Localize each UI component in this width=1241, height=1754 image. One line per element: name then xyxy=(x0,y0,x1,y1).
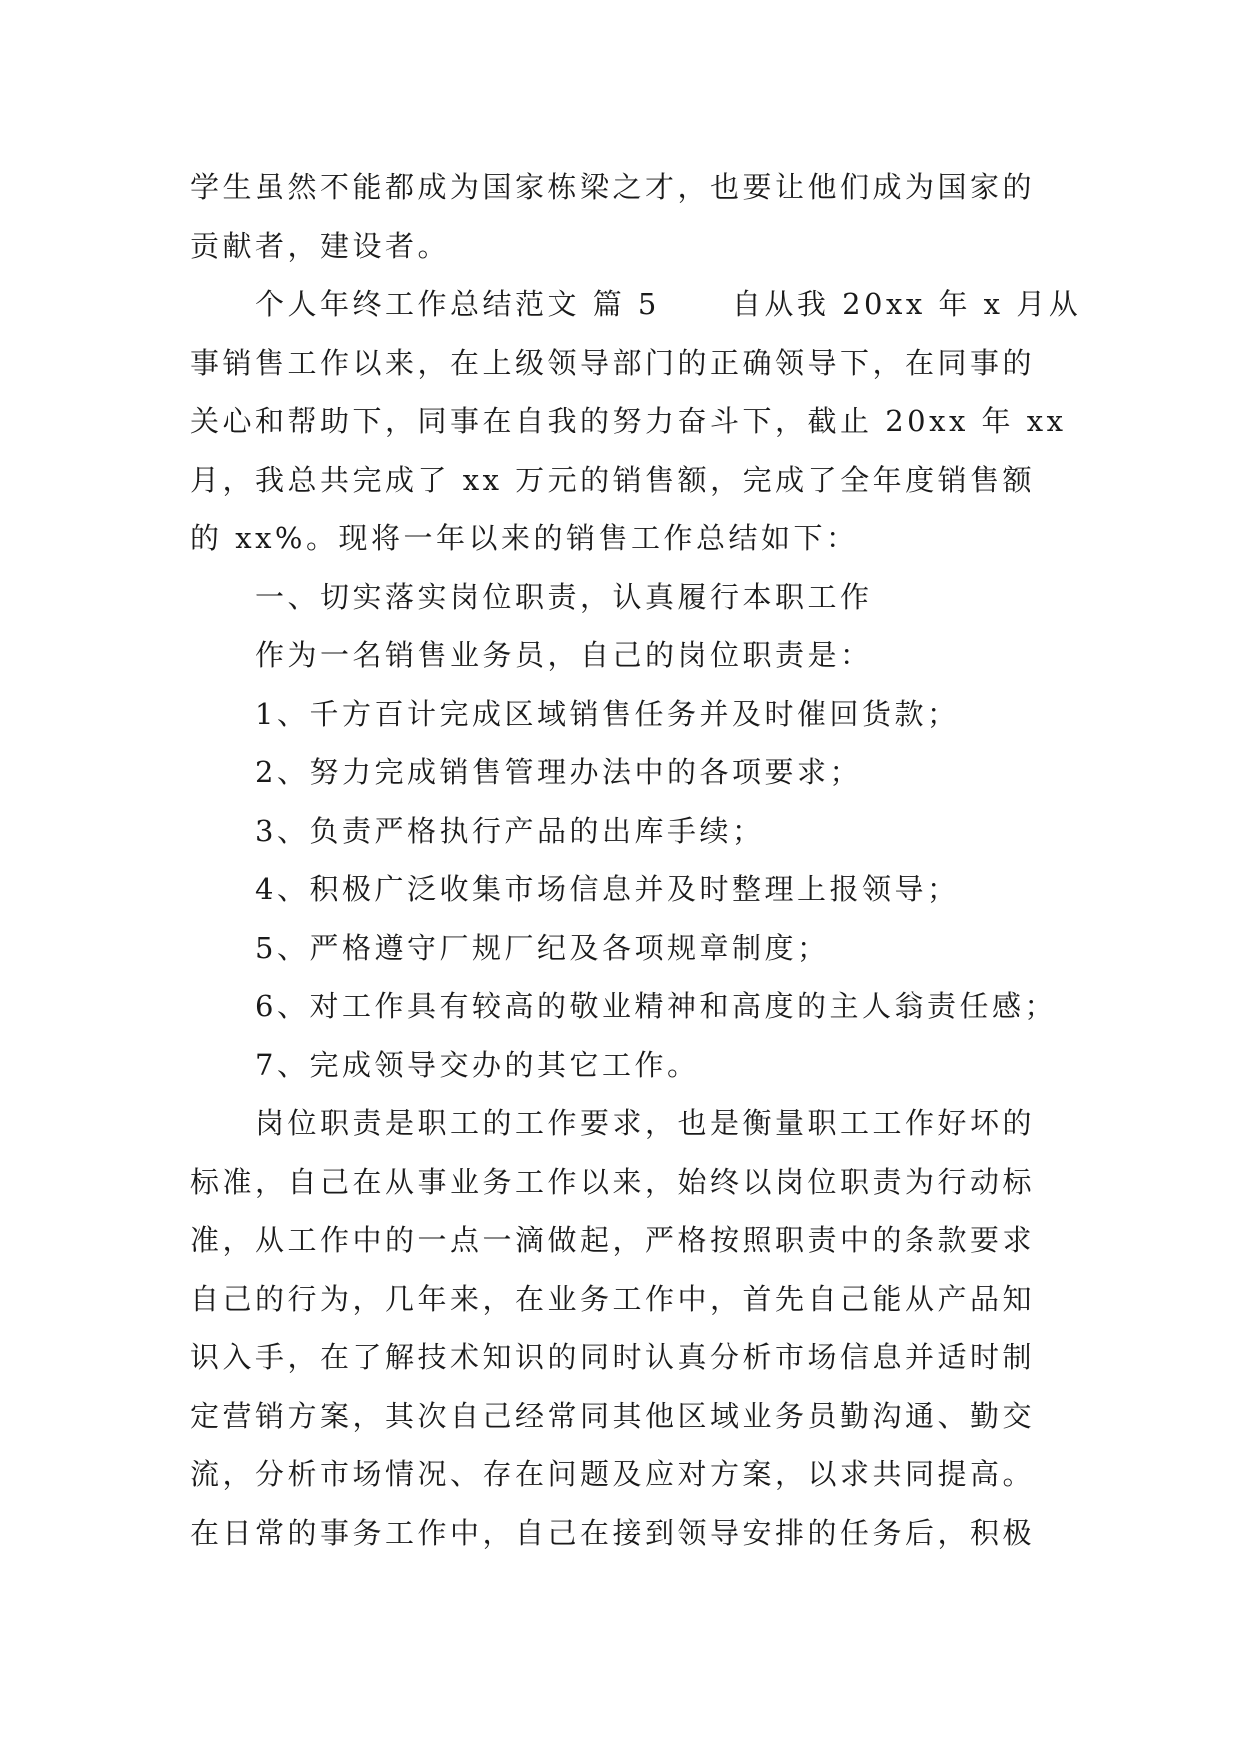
text-line: 在日常的事务工作中，自己在接到领导安排的任务后，积极 xyxy=(190,1515,1036,1550)
text-line: 标准，自己在从事业务工作以来，始终以岗位职责为行动标 xyxy=(190,1164,1036,1199)
list-item: 7、完成领导交办的其它工作。 xyxy=(255,1047,700,1082)
text-line: 定营销方案，其次自己经常同其他区域业务员勤沟通、勤交 xyxy=(190,1398,1036,1433)
document-body xyxy=(190,158,1082,1562)
text-line: 岗位职责是职工的工作要求，也是衡量职工工作好坏的 xyxy=(255,1106,1036,1140)
section-heading-line xyxy=(190,275,1082,334)
text-line: 准，从工作中的一点一滴做起，严格按照职责中的条款要求 xyxy=(190,1223,1036,1257)
subheading-line: 一、切实落实岗位职责，认真履行本职工作 xyxy=(255,579,873,614)
text-line: 学生虽然不能都成为国家栋梁之才，也要让他们成为国家的 xyxy=(190,170,1036,204)
text-line: 作为一名销售业务员，自己的岗位职责是： xyxy=(255,638,873,672)
text-line: 流，分析市场情况、存在问题及应对方案，以求共同提高。 xyxy=(190,1457,1036,1491)
list-item: 2、努力完成销售管理办法中的各项要求； xyxy=(255,755,862,789)
section-title: 个人年终工作总结范文 篇 5 xyxy=(255,287,660,321)
text-line: 关心和帮助下，同事在自我的努力奋斗下，截止 20xx 年 xx xyxy=(190,404,1067,438)
list-item: 5、严格遵守厂规厂纪及各项规章制度； xyxy=(255,930,830,965)
list-item: 3、负责严格执行产品的出库手续； xyxy=(255,813,765,848)
list-item: 6、对工作具有较高的敬业精神和高度的主人翁责任感； xyxy=(255,989,1057,1023)
paragraph-start: 自从我 20xx 年 x 月从 xyxy=(731,287,1082,321)
list-item: 1、千方百计完成区域销售任务并及时催回货款； xyxy=(255,696,960,731)
text-line: 事销售工作以来，在上级领导部门的正确领导下，在同事的 xyxy=(190,345,1036,380)
text-line: 自己的行为，几年来，在业务工作中，首先自己能从产品知 xyxy=(190,1281,1036,1316)
text-line: 贡献者，建设者。 xyxy=(190,228,451,263)
text-line: 月，我总共完成了 xx 万元的销售额，完成了全年度销售额 xyxy=(190,462,1036,497)
text-line: 的 xx%。现将一年以来的销售工作总结如下： xyxy=(190,521,859,555)
list-item: 4、积极广泛收集市场信息并及时整理上报领导； xyxy=(255,872,960,906)
text-line: 识入手，在了解技术知识的同时认真分析市场信息并适时制 xyxy=(190,1340,1036,1374)
